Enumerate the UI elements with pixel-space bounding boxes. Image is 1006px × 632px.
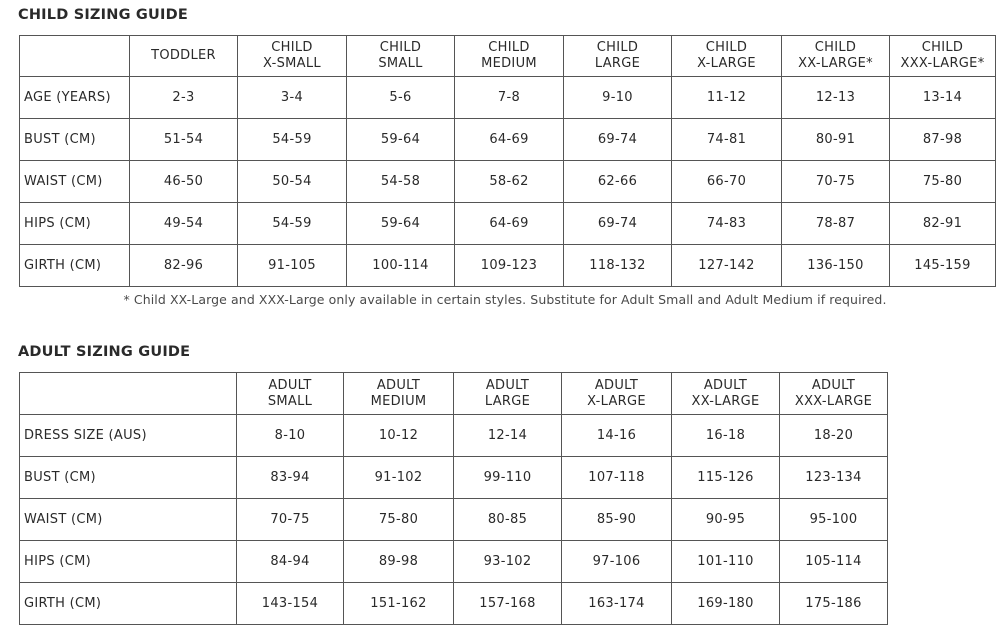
table-row	[20, 77, 996, 119]
row-label-girth: GIRTH (CM)	[20, 583, 237, 625]
table-cell: 91-105	[238, 245, 347, 287]
table-cell: 95-100	[780, 499, 888, 541]
table-cell: 107-118	[562, 457, 672, 499]
header-corner-cell	[20, 373, 237, 415]
adult-sizing-table	[19, 372, 888, 625]
table-cell: 59-64	[347, 203, 455, 245]
table-cell: 89-98	[344, 541, 454, 583]
table-cell: 64-69	[455, 203, 564, 245]
table-row	[20, 541, 888, 583]
table-cell: 58-62	[455, 161, 564, 203]
table-cell: 51-54	[130, 119, 238, 161]
table-cell: 13-14	[890, 77, 996, 119]
child-sizing-table	[19, 35, 996, 287]
table-cell: 101-110	[672, 541, 780, 583]
column-header-child-small: CHILD SMALL	[347, 36, 455, 77]
table-cell: 10-12	[344, 415, 454, 457]
table-cell: 9-10	[564, 77, 672, 119]
table-cell: 118-132	[564, 245, 672, 287]
table-cell: 75-80	[890, 161, 996, 203]
table-cell: 69-74	[564, 203, 672, 245]
table-row	[20, 245, 996, 287]
column-header-child-large: CHILD LARGE	[564, 36, 672, 77]
table-row	[20, 161, 996, 203]
column-header-adult-small: ADULT SMALL	[237, 373, 344, 415]
table-cell: 70-75	[782, 161, 890, 203]
column-header-adult-x-large: ADULT X-LARGE	[562, 373, 672, 415]
table-header-row	[20, 36, 996, 77]
table-cell: 109-123	[455, 245, 564, 287]
table-cell: 18-20	[780, 415, 888, 457]
column-header-adult-large: ADULT LARGE	[454, 373, 562, 415]
table-cell: 90-95	[672, 499, 780, 541]
table-cell: 97-106	[562, 541, 672, 583]
row-label-dress-size: DRESS SIZE (AUS)	[20, 415, 237, 457]
column-header-child-x-small: CHILD X-SMALL	[238, 36, 347, 77]
table-cell: 12-13	[782, 77, 890, 119]
table-cell: 70-75	[237, 499, 344, 541]
table-cell: 100-114	[347, 245, 455, 287]
column-header-adult-medium: ADULT MEDIUM	[344, 373, 454, 415]
table-cell: 5-6	[347, 77, 455, 119]
table-row	[20, 499, 888, 541]
table-cell: 169-180	[672, 583, 780, 625]
table-cell: 54-59	[238, 203, 347, 245]
column-header-adult-xx-large: ADULT XX-LARGE	[672, 373, 780, 415]
table-row	[20, 583, 888, 625]
table-cell: 14-16	[562, 415, 672, 457]
table-cell: 74-83	[672, 203, 782, 245]
child-sizing-footnote: * Child XX-Large and XXX-Large only available in certain styles. Substitute for Adult Small and Adult Medium if required.	[123, 292, 887, 307]
table-cell: 105-114	[780, 541, 888, 583]
table-cell: 16-18	[672, 415, 780, 457]
header-corner-cell	[20, 36, 130, 77]
table-cell: 59-64	[347, 119, 455, 161]
table-cell: 80-91	[782, 119, 890, 161]
table-cell: 2-3	[130, 77, 238, 119]
table-cell: 64-69	[455, 119, 564, 161]
column-header-adult-xxx-large: ADULT XXX-LARGE	[780, 373, 888, 415]
row-label-waist: WAIST (CM)	[20, 499, 237, 541]
table-cell: 157-168	[454, 583, 562, 625]
table-cell: 75-80	[344, 499, 454, 541]
table-cell: 99-110	[454, 457, 562, 499]
row-label-age: AGE (YEARS)	[20, 77, 130, 119]
row-label-waist: WAIST (CM)	[20, 161, 130, 203]
table-cell: 145-159	[890, 245, 996, 287]
column-header-child-xxx-large: CHILD XXX-LARGE*	[890, 36, 996, 77]
column-header-toddler: TODDLER	[130, 36, 238, 77]
column-header-child-xx-large: CHILD XX-LARGE*	[782, 36, 890, 77]
table-row	[20, 415, 888, 457]
row-label-hips: HIPS (CM)	[20, 203, 130, 245]
table-cell: 127-142	[672, 245, 782, 287]
table-cell: 74-81	[672, 119, 782, 161]
table-cell: 115-126	[672, 457, 780, 499]
table-cell: 163-174	[562, 583, 672, 625]
table-cell: 12-14	[454, 415, 562, 457]
adult-sizing-guide-title: ADULT SIZING GUIDE	[18, 344, 191, 360]
table-cell: 69-74	[564, 119, 672, 161]
table-cell: 83-94	[237, 457, 344, 499]
table-cell: 7-8	[455, 77, 564, 119]
table-cell: 136-150	[782, 245, 890, 287]
row-label-girth: GIRTH (CM)	[20, 245, 130, 287]
table-header-row	[20, 373, 888, 415]
table-cell: 82-91	[890, 203, 996, 245]
table-cell: 66-70	[672, 161, 782, 203]
table-cell: 3-4	[238, 77, 347, 119]
table-cell: 62-66	[564, 161, 672, 203]
column-header-child-medium: CHILD MEDIUM	[455, 36, 564, 77]
table-cell: 143-154	[237, 583, 344, 625]
table-cell: 78-87	[782, 203, 890, 245]
table-cell: 46-50	[130, 161, 238, 203]
table-cell: 123-134	[780, 457, 888, 499]
table-row	[20, 457, 888, 499]
table-cell: 93-102	[454, 541, 562, 583]
table-cell: 85-90	[562, 499, 672, 541]
table-cell: 50-54	[238, 161, 347, 203]
child-sizing-guide-title: CHILD SIZING GUIDE	[18, 7, 188, 23]
table-cell: 54-58	[347, 161, 455, 203]
row-label-bust: BUST (CM)	[20, 119, 130, 161]
table-cell: 87-98	[890, 119, 996, 161]
table-cell: 151-162	[344, 583, 454, 625]
table-cell: 82-96	[130, 245, 238, 287]
table-cell: 80-85	[454, 499, 562, 541]
table-row	[20, 203, 996, 245]
row-label-bust: BUST (CM)	[20, 457, 237, 499]
table-cell: 84-94	[237, 541, 344, 583]
table-cell: 91-102	[344, 457, 454, 499]
table-cell: 11-12	[672, 77, 782, 119]
table-cell: 54-59	[238, 119, 347, 161]
row-label-hips: HIPS (CM)	[20, 541, 237, 583]
table-cell: 175-186	[780, 583, 888, 625]
column-header-child-x-large: CHILD X-LARGE	[672, 36, 782, 77]
table-row	[20, 119, 996, 161]
table-cell: 8-10	[237, 415, 344, 457]
table-cell: 49-54	[130, 203, 238, 245]
